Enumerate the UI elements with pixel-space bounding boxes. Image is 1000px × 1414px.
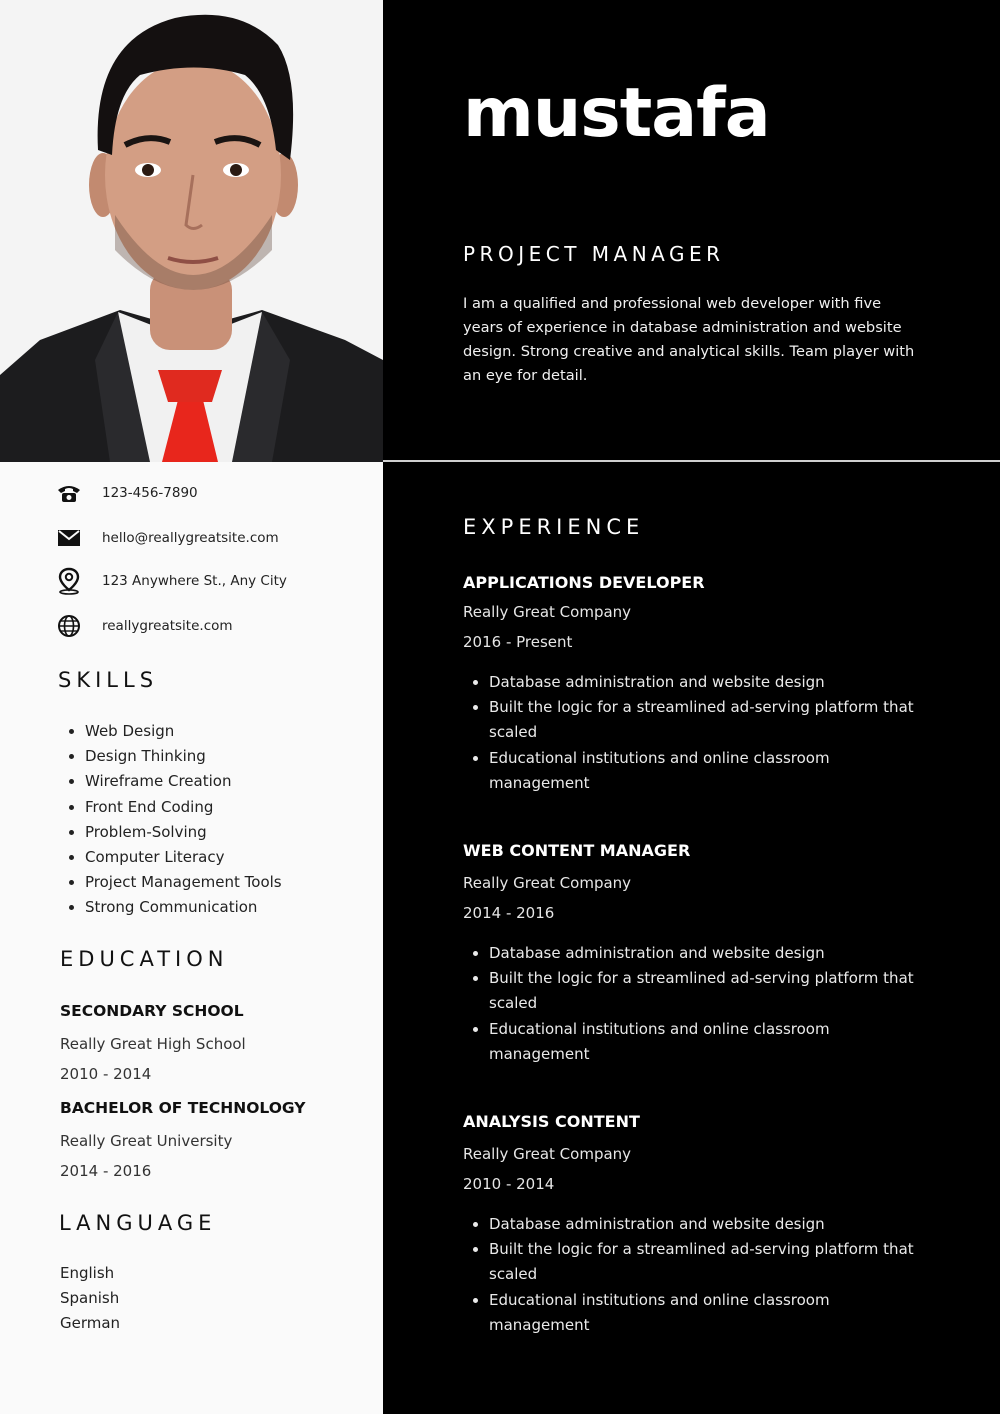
language-item: Spanish (60, 1289, 120, 1307)
job-years: 2010 - 2014 (463, 1175, 555, 1193)
email-address: hello@reallygreatsite.com (102, 530, 279, 546)
website-url: reallygreatsite.com (102, 618, 233, 634)
job-company: Really Great Company (463, 603, 632, 621)
skill-item: • Web Design (85, 720, 282, 745)
profile-summary: I am a qualified and professional web developer with five years of experience in database administration and website design. Strong creative and analytical skills. Team player with an eye for detail. (463, 295, 915, 384)
skill-item: • Strong Communication (85, 896, 282, 921)
job-bullet: • Database administration and website design (489, 670, 929, 695)
job-bullet: • Educational institutions and online classroom management (489, 1288, 929, 1338)
education-degree: BACHELOR OF TECHNOLOGY (60, 1099, 306, 1117)
language-heading: LANGUAGE (59, 1211, 217, 1235)
education-years: 2014 - 2016 (60, 1162, 152, 1180)
job-bullet: • Educational institutions and online classroom management (489, 746, 929, 796)
education-school: Really Great High School (60, 1035, 246, 1053)
contact-website (56, 613, 233, 639)
profile-photo (0, 0, 383, 462)
education-school: Really Great University (60, 1132, 233, 1150)
job-company: Really Great Company (463, 874, 632, 892)
skill-item: • Problem-Solving (85, 821, 282, 846)
portrait-illustration (0, 0, 383, 462)
job-bullet: • Educational institutions and online classroom management (489, 1017, 929, 1067)
language-item: English (60, 1264, 115, 1282)
location-pin-icon (56, 568, 82, 594)
header-divider (383, 460, 1000, 462)
skill-item: • Wireframe Creation (85, 770, 282, 795)
job-bullet: • Database administration and website design (489, 1212, 929, 1237)
skill-item: • Front End Coding (85, 796, 282, 821)
experience-heading: EXPERIENCE (463, 515, 645, 539)
job-bullets (463, 1212, 929, 1338)
job-company: Really Great Company (463, 1145, 632, 1163)
street-address: 123 Anywhere St., Any City (102, 573, 287, 589)
job-bullet: • Database administration and website design (489, 941, 929, 966)
education-heading: EDUCATION (60, 947, 229, 971)
skill-item: • Design Thinking (85, 745, 282, 770)
envelope-icon (56, 525, 82, 551)
job-years: 2014 - 2016 (463, 904, 555, 922)
skill-item: • Computer Literacy (85, 846, 282, 871)
job-bullet: • Built the logic for a streamlined ad-serving platform that scaled (489, 695, 929, 745)
contact-address (56, 568, 287, 594)
job-title: ANALYSIS CONTENT (463, 1112, 640, 1131)
job-bullet: • Built the logic for a streamlined ad-serving platform that scaled (489, 966, 929, 1016)
job-bullets (463, 941, 929, 1067)
job-role: PROJECT MANAGER (463, 242, 725, 266)
job-title: WEB CONTENT MANAGER (463, 841, 691, 860)
candidate-name: mustafa (463, 74, 770, 153)
skill-item: • Project Management Tools (85, 871, 282, 896)
skills-heading: SKILLS (58, 668, 159, 692)
contact-phone (56, 480, 198, 506)
globe-icon (56, 613, 82, 639)
language-item: German (60, 1314, 121, 1332)
phone-icon (56, 480, 82, 506)
education-degree: SECONDARY SCHOOL (60, 1002, 244, 1020)
job-title: APPLICATIONS DEVELOPER (463, 573, 705, 592)
contact-email (56, 525, 279, 551)
job-bullets (463, 670, 929, 796)
phone-number: 123-456-7890 (102, 485, 198, 501)
job-years: 2016 - Present (463, 633, 573, 651)
job-bullet: • Built the logic for a streamlined ad-serving platform that scaled (489, 1237, 929, 1287)
skills-list (60, 720, 282, 922)
education-years: 2010 - 2014 (60, 1065, 152, 1083)
